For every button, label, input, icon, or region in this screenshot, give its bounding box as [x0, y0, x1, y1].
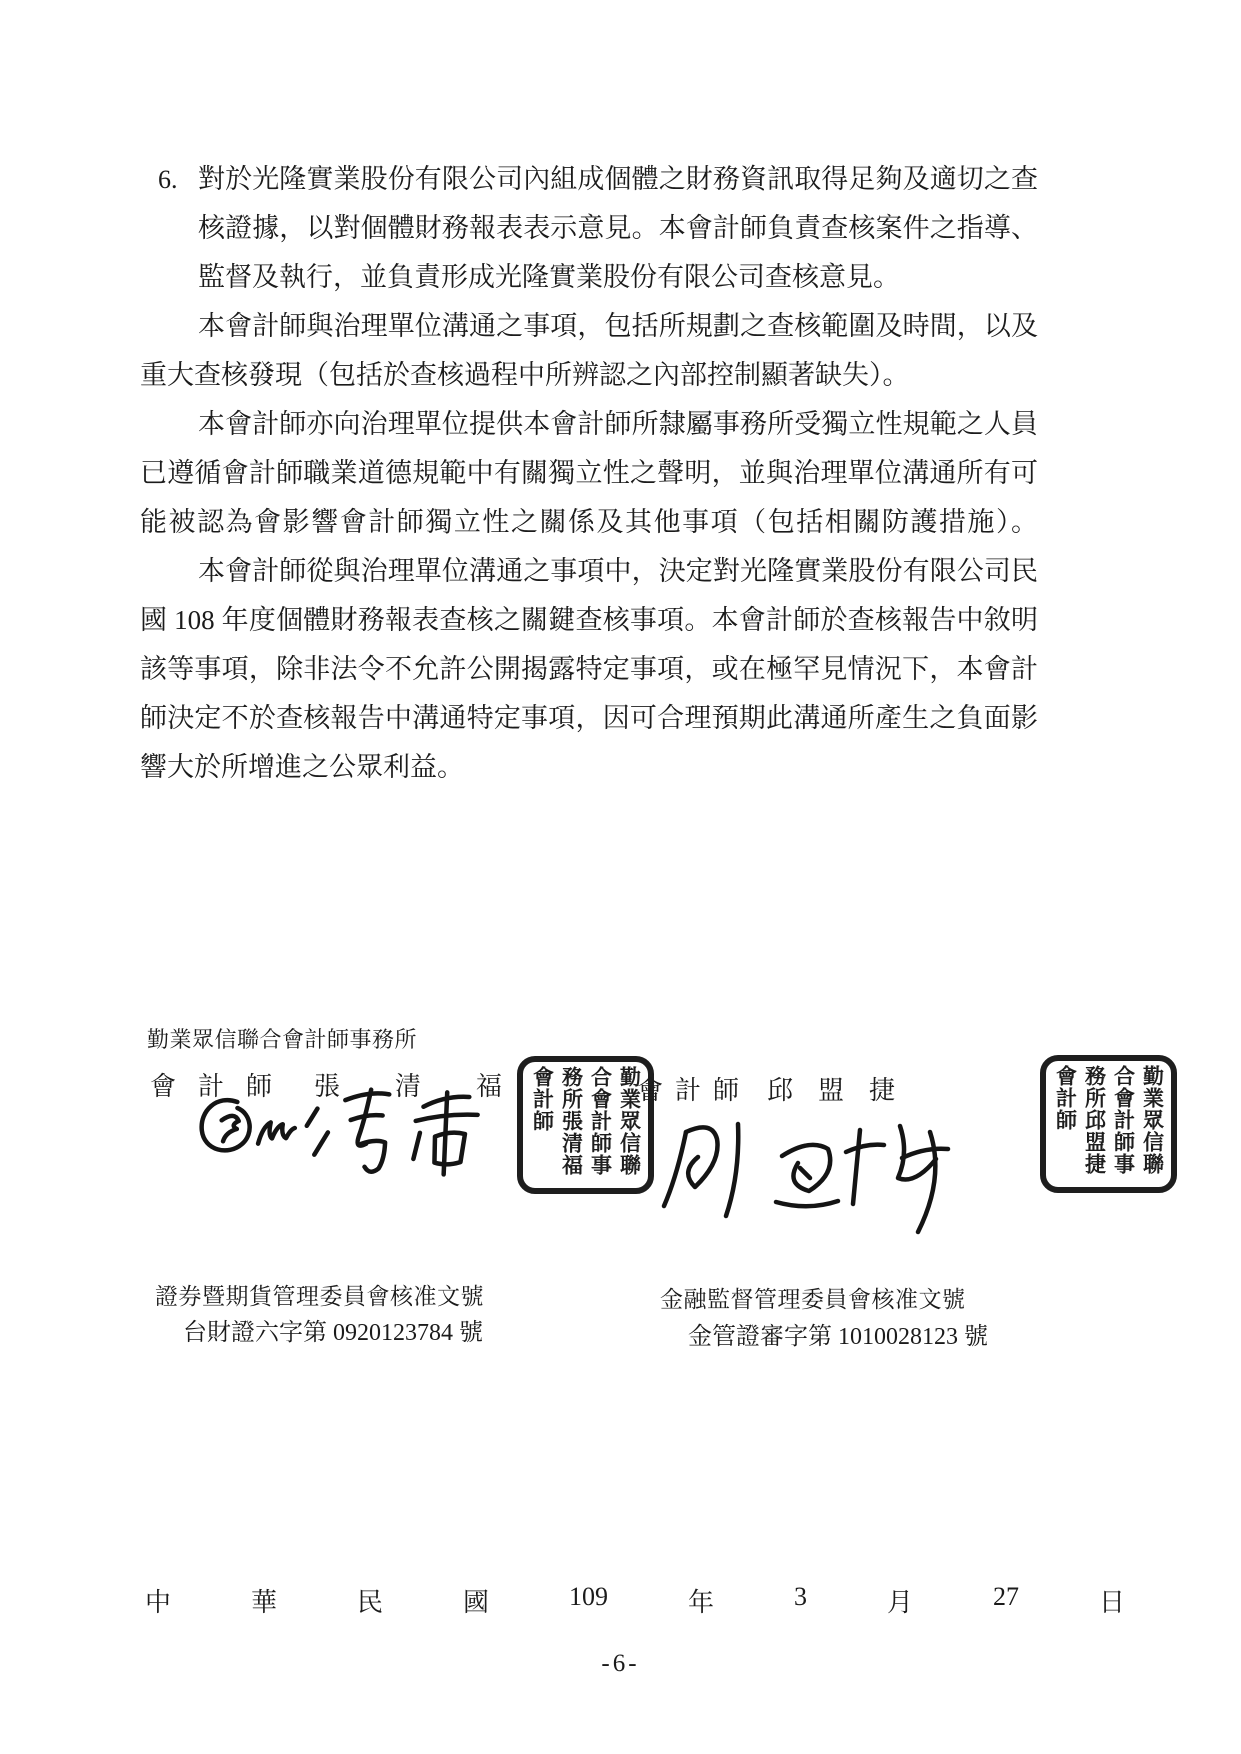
body-text-block: [140, 155, 1038, 792]
accountant-title-row: [637, 1070, 895, 1107]
signature-qiu-meng-jie: [652, 1110, 952, 1240]
accountant-name-char: 捷: [868, 1076, 895, 1105]
date-part: 27: [992, 1582, 1019, 1611]
seal-script-text: 勤業眾信聯合會計師事務所邱盟捷會計師: [1053, 1065, 1165, 1175]
body-line: 國 108 年度個體財務報表查核之關鍵查核事項。本會計師於查核報告中敘明: [140, 605, 1038, 635]
accountant-name-char: 福: [475, 1072, 502, 1101]
date-part: 華: [251, 1588, 278, 1617]
date-part: 日: [1098, 1588, 1125, 1617]
body-line: 該等事項，除非法令不允許公開揭露特定事項，或在極罕見情況下，本會計: [140, 654, 1038, 684]
accountant-seal-stamp: [517, 1056, 654, 1194]
date-line: [145, 1582, 1125, 1619]
accountant-name-char: 張: [314, 1072, 341, 1101]
accountant-title: [637, 1070, 739, 1107]
accountant-name-char: 邱: [767, 1076, 794, 1105]
date-part: 月: [886, 1588, 913, 1617]
body-line: 對於光隆實業股份有限公司內組成個體之財務資訊取得足夠及適切之查: [198, 164, 1038, 194]
body-line: 能被認為會影響會計師獨立性之關係及其他事項（包括相關防護措施）。: [140, 507, 1038, 537]
accountant-name-char: 清: [394, 1072, 421, 1101]
accountant-title-char: 師: [712, 1076, 739, 1105]
signature-zhang-qing-fu: [187, 1075, 519, 1201]
date-part: 中: [145, 1588, 172, 1617]
date-part: 109: [569, 1582, 608, 1611]
page-number: -6-: [601, 1650, 640, 1677]
accountant-name: [767, 1070, 895, 1107]
accountant-title-char: 會: [637, 1076, 664, 1105]
date-part: 3: [793, 1582, 807, 1611]
date-part: 年: [687, 1588, 714, 1617]
body-line: 監督及執行，並負責形成光隆實業股份有限公司查核意見。: [198, 262, 900, 292]
accountant-title-char: 計: [674, 1076, 701, 1105]
accountant-title-char: 會: [150, 1072, 177, 1101]
seal-script-text: 勤業眾信聯合會計師事務所張清福會計師: [530, 1066, 642, 1176]
list-item-number: 6.: [158, 165, 178, 194]
date-part: 國: [463, 1588, 490, 1617]
accountant-title-char: 師: [245, 1072, 272, 1101]
firm-name: 勤業眾信聯合會計師事務所: [147, 1027, 418, 1052]
body-line: 響大於所增進之公眾利益。: [140, 752, 464, 782]
approval-header: 證券暨期貨管理委員會核准文號: [155, 1284, 484, 1309]
approval-header: 金融監督管理委員會核准文號: [660, 1287, 966, 1312]
body-line: 本會計師亦向治理單位提供本會計師所隸屬事務所受獨立性規範之人員: [198, 409, 1038, 439]
date-part: 民: [357, 1588, 384, 1617]
accountant-name-char: 盟: [817, 1076, 844, 1105]
body-line: 本會計師從與治理單位溝通之事項中，決定對光隆實業股份有限公司民: [198, 556, 1038, 586]
body-line: 核證據，以對個體財務報表表示意見。本會計師負責查核案件之指導、: [198, 213, 1038, 243]
body-line: 重大查核發現（包括於查核過程中所辨認之內部控制顯著缺失）。: [140, 360, 910, 390]
body-line: 師決定不於查核報告中溝通特定事項，因可合理預期此溝通所產生之負面影: [140, 703, 1038, 733]
approval-number: 台財證六字第 0920123784 號: [183, 1320, 483, 1346]
body-line: 本會計師與治理單位溝通之事項，包括所規劃之查核範圍及時間，以及: [198, 311, 1038, 341]
approval-number: 金管證審字第 1010028123 號: [688, 1324, 988, 1350]
accountant-seal-stamp: [1040, 1055, 1177, 1193]
body-line: 已遵循會計師職業道德規範中有關獨立性之聲明，並與治理單位溝通所有可: [140, 458, 1038, 488]
accountant-title-char: 計: [197, 1072, 224, 1101]
